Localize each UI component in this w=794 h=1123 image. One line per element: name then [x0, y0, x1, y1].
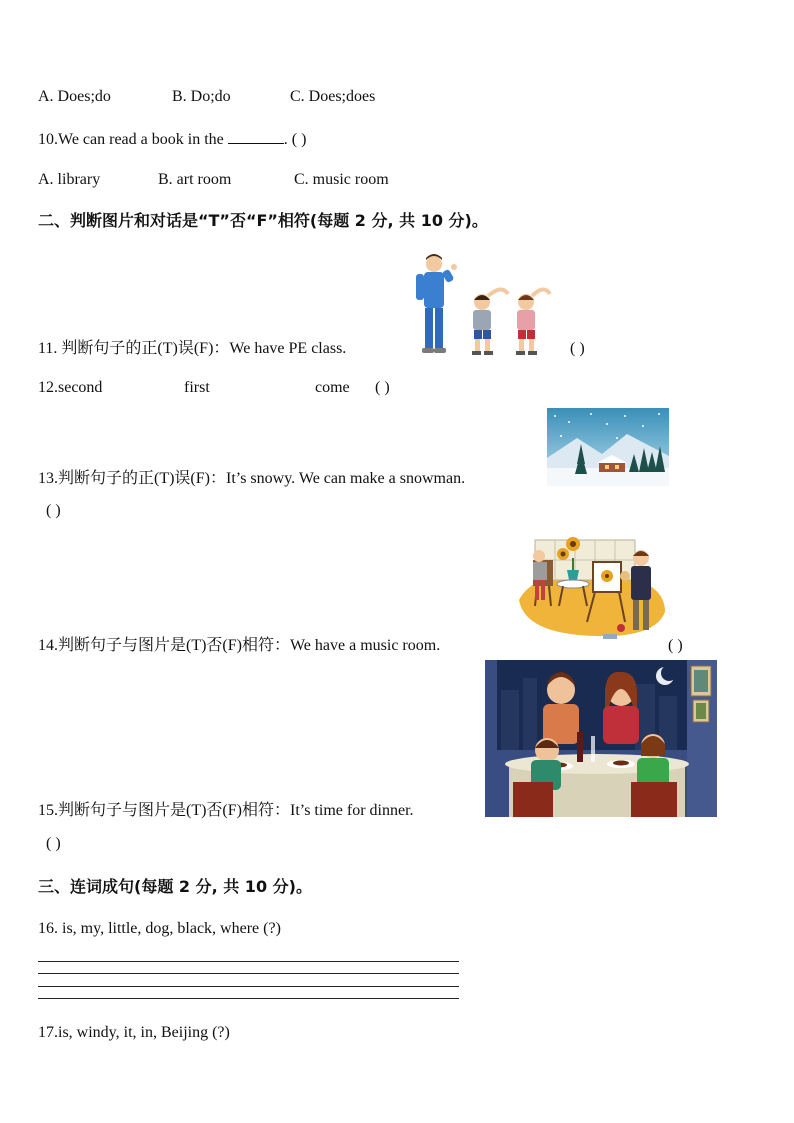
q10-prefix: 10.We can read a book in the [38, 131, 224, 148]
question-16: 16. is, my, little, dog, black, where (?) [38, 920, 281, 937]
q14-answer-paren[interactable]: ( ) [668, 637, 683, 654]
question-12 [38, 378, 390, 398]
q10-blank[interactable] [228, 129, 284, 144]
question-13: 13.判断句子的正(T)误(F)：It’s snowy. We can make a snowman. [38, 470, 466, 487]
q12-answer-paren[interactable]: ( ) [375, 379, 390, 396]
q12-word-come: come [315, 379, 350, 396]
q10-option-b: B. art room [158, 171, 232, 188]
q9-option-c: C. Does;does [290, 88, 376, 105]
q16-answer-line-1[interactable] [38, 961, 459, 962]
q9-options [38, 87, 375, 107]
q13-answer-paren[interactable]: ( ) [46, 502, 61, 519]
pe-class-image [410, 250, 555, 358]
snowy-scene-image [547, 408, 669, 486]
question-11: 11. 判断句子的正(T)误(F)：We have PE class. [38, 340, 347, 357]
q16-answer-line-3[interactable] [38, 986, 459, 987]
q11-answer-paren[interactable]: ( ) [570, 340, 585, 357]
question-14: 14.判断句子与图片是(T)否(F)相符：We have a music room. [38, 637, 441, 654]
q12-word-first: first [184, 379, 210, 396]
section-2-title: 二、判断图片和对话是“T”否“F”相符(每题 2 分, 共 10 分)。 [38, 211, 488, 230]
section-3-title: 三、连词成句(每题 2 分, 共 10 分)。 [38, 877, 312, 896]
question-15: 15.判断句子与图片是(T)否(F)相符：It’s time for dinner. [38, 802, 414, 819]
q15-answer-paren[interactable]: ( ) [46, 835, 61, 852]
q10-options [38, 170, 389, 190]
q9-option-b: B. Do;do [172, 88, 231, 105]
question-10 [38, 129, 306, 150]
q10-suffix: . ( ) [283, 131, 307, 148]
q12-word-second: 12.second [38, 379, 103, 396]
q16-answer-line-4[interactable] [38, 998, 459, 999]
family-dinner-image [485, 660, 717, 817]
q9-option-a: A. Does;do [38, 88, 111, 105]
art-room-image [515, 530, 670, 650]
q10-option-a: A. library [38, 171, 101, 188]
q10-option-c: C. music room [294, 171, 389, 188]
question-17: 17.is, windy, it, in, Beijing (?) [38, 1024, 230, 1041]
q16-answer-line-2[interactable] [38, 973, 459, 974]
